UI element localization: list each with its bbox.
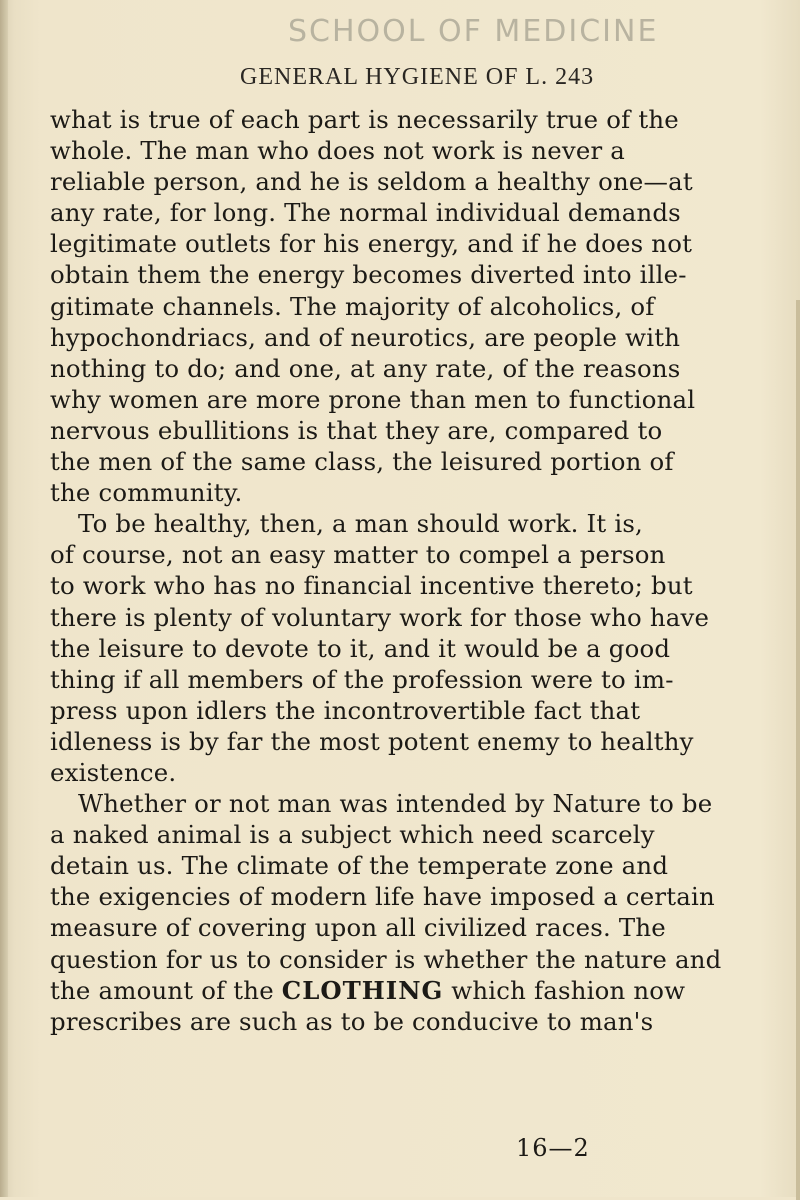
text-line: reliable person, and he is seldom a healthy one—at (50, 167, 693, 197)
text-line: the exigencies of modern life have imposed a certain (50, 882, 715, 912)
text-line: idleness is by far the most potent enemy to healthy (50, 726, 694, 756)
text-line: legitimate outlets for his energy, and if he does not (50, 229, 693, 259)
text-line: there is plenty of voluntary work for those who have (50, 602, 710, 632)
clothing-keyword: CLOTHING (281, 975, 444, 1005)
text-line: thing if all members of the profession were to im- (50, 664, 674, 694)
text-line: hypochondriacs, and of neurotics, are people with (50, 322, 681, 352)
page-binding-edge (0, 0, 8, 1197)
text-line: the community. (50, 478, 243, 508)
text-line: to work who has no financial incentive thereto; but (50, 571, 693, 601)
page-right-edge (796, 300, 800, 1200)
text-line: gitimate channels. The majority of alcoholics, of (50, 291, 655, 321)
text-line: of course, not an easy matter to compel a person (50, 540, 666, 570)
text-line: why women are more prone than men to functional (50, 384, 696, 414)
paragraph-start-line: To be healthy, then, a man should work. It is, (78, 509, 643, 539)
text-line: press upon idlers the incontrovertible fact that (50, 695, 641, 725)
text-line: what is true of each part is necessarily true of the (50, 105, 679, 134)
running-head: GENERAL HYGIENE OF L. 243 (240, 64, 595, 90)
text-line: detain us. The climate of the temperate zone and (50, 851, 669, 881)
text-line: any rate, for long. The normal individual demands (50, 198, 681, 228)
signature-mark: 16—2 (516, 1134, 590, 1162)
text-line: the leisure to devote to it, and it would be a good (50, 633, 671, 663)
text-line: whole. The man who does not work is never a (50, 136, 626, 166)
text-line: measure of covering upon all civilized races. The (50, 913, 666, 943)
text-line: question for us to consider is whether the nature and (50, 944, 722, 974)
text-line: nothing to do; and one, at any rate, of the reasons (50, 353, 681, 383)
text-line: prescribes are such as to be conducive to man's (50, 1006, 654, 1036)
text-fragment: the amount of the (50, 975, 282, 1005)
body-text (50, 104, 740, 1037)
stamp-text: SCHOOL OF MEDICINE (288, 14, 659, 49)
text-fragment: which fashion now (443, 975, 686, 1005)
text-line-with-heading (50, 975, 740, 1006)
text-line: existence. (50, 757, 177, 787)
paragraph-start-line: Whether or not man was intended by Nature to be (78, 789, 713, 819)
text-line: a naked animal is a subject which need scarcely (50, 820, 655, 850)
text-line: obtain them the energy becomes diverted into ille- (50, 260, 687, 290)
text-line: nervous ebullitions is that they are, compared to (50, 415, 663, 445)
text-line: the men of the same class, the leisured portion of (50, 447, 674, 477)
